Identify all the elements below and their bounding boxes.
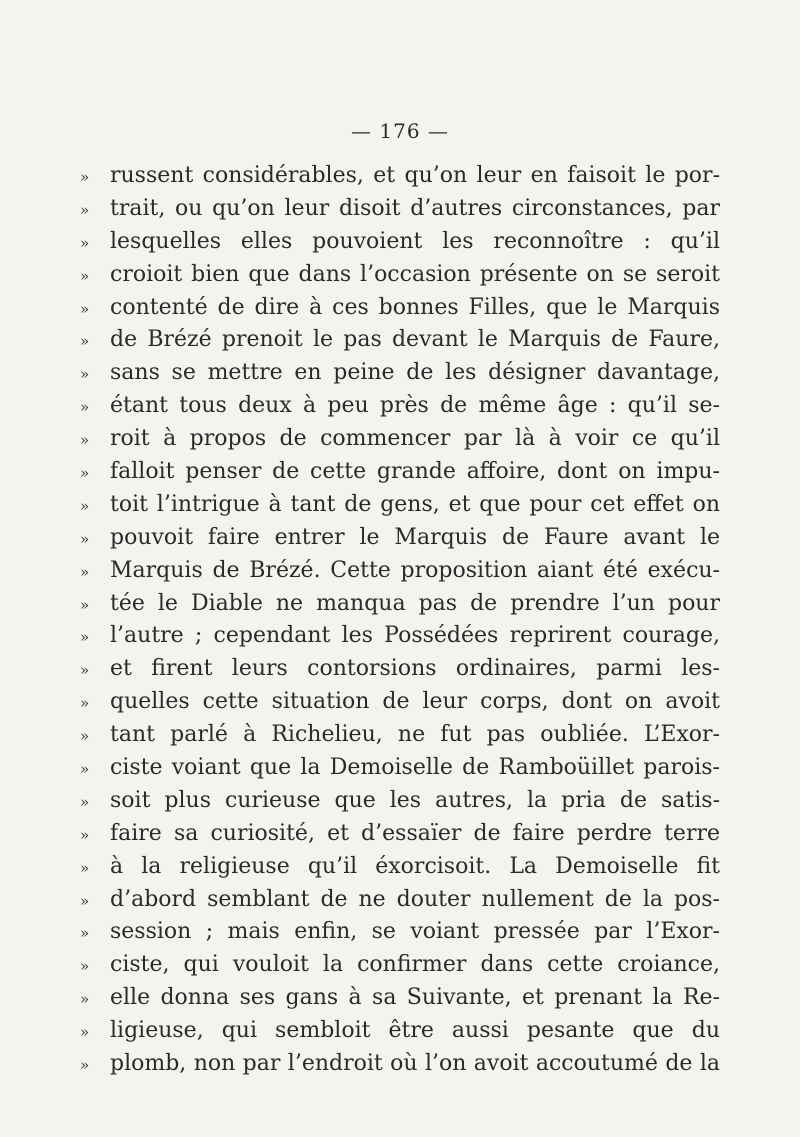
text-line — [80, 489, 720, 522]
text-line — [80, 949, 720, 982]
quotation-marker: » — [80, 661, 90, 680]
text-line — [80, 653, 720, 686]
quotation-marker: » — [80, 891, 90, 910]
text-line — [80, 884, 720, 917]
text-line — [80, 719, 720, 752]
line-text: lesquelles elles pouvoient les reconnoître : qu’il — [110, 228, 720, 254]
line-text: l’autre ; cependant les Possédées reprirent courage, — [110, 623, 720, 649]
quotation-marker: » — [80, 990, 90, 1009]
quotation-marker: » — [80, 924, 90, 943]
text-line — [80, 259, 720, 292]
line-text: sans se mettre en peine de les désigner davantage, — [110, 360, 720, 386]
line-text: de Brézé prenoit le pas devant le Marquis de Faure, — [110, 327, 720, 353]
text-line — [80, 357, 720, 390]
page-number: — 176 — — [351, 119, 449, 143]
text-line — [80, 456, 720, 489]
quotation-marker: » — [80, 200, 90, 219]
line-text: contenté de dire à ces bonnes Filles, que le Marquis — [110, 294, 720, 320]
line-text: toit l’intrigue à tant de gens, et que pour cet effet on — [110, 491, 720, 517]
line-text: croioit bien que dans l’occasion présente on se seroit — [110, 261, 720, 287]
quotation-marker: » — [80, 1023, 90, 1042]
line-text: et firent leurs contorsions ordinaires, parmi les- — [110, 656, 720, 682]
line-text: tant parlé à Richelieu, ne fut pas oubliée. L’Exor- — [110, 722, 720, 748]
line-text: pouvoit faire entrer le Marquis de Faure avant le — [110, 524, 720, 550]
line-text: session ; mais enfin, se voiant pressée par l’Exor- — [110, 919, 720, 945]
quotation-marker: » — [80, 1056, 90, 1075]
line-text: ligieuse, qui sembloit être aussi pesante que du — [110, 1018, 720, 1044]
quotation-marker: » — [80, 858, 90, 877]
text-line — [80, 1048, 720, 1081]
text-line — [80, 588, 720, 621]
quotation-marker: » — [80, 365, 90, 384]
text-line — [80, 324, 720, 357]
quotation-marker: » — [80, 727, 90, 746]
text-line — [80, 423, 720, 456]
line-text: tée le Diable ne manqua pas de prendre l’un pour — [110, 590, 720, 616]
line-text: plomb, non par l’endroit où l’on avoit accoutumé de la — [110, 1051, 720, 1077]
quotation-marker: » — [80, 299, 90, 318]
quotation-marker: » — [80, 792, 90, 811]
quotation-marker: » — [80, 825, 90, 844]
quotation-marker: » — [80, 464, 90, 483]
line-text: roit à propos de commencer par là à voir ce qu’il — [110, 426, 720, 452]
text-line — [80, 160, 720, 193]
text-line — [80, 555, 720, 588]
quotation-marker: » — [80, 957, 90, 976]
quotation-marker: » — [80, 595, 90, 614]
text-line — [80, 193, 720, 226]
text-line — [80, 1015, 720, 1048]
text-line — [80, 785, 720, 818]
text-line — [80, 522, 720, 555]
line-text: faire sa curiosité, et d’essaïer de faire perdre terre — [110, 820, 720, 846]
line-text: falloit penser de cette grande affoire, dont on impu- — [110, 459, 720, 485]
text-line — [80, 292, 720, 325]
quotation-marker: » — [80, 628, 90, 647]
quotation-marker: » — [80, 694, 90, 713]
quotation-marker: » — [80, 496, 90, 515]
quotation-marker: » — [80, 529, 90, 548]
text-line — [80, 226, 720, 259]
line-text: Marquis de Brézé. Cette proposition aiant été exécu- — [110, 557, 720, 583]
text-line — [80, 916, 720, 949]
line-text: soit plus curieuse que les autres, la pria de satis- — [110, 787, 720, 813]
line-text: quelles cette situation de leur corps, dont on avoit — [110, 689, 720, 715]
line-text: trait, ou qu’on leur disoit d’autres circonstances, par — [110, 195, 720, 221]
quotation-marker: » — [80, 431, 90, 450]
quotation-marker: » — [80, 562, 90, 581]
line-text: étant tous deux à peu près de même âge : qu’il se- — [110, 393, 720, 419]
quotation-marker: » — [80, 332, 90, 351]
text-line — [80, 851, 720, 884]
quotation-marker: » — [80, 398, 90, 417]
text-line — [80, 818, 720, 851]
line-text: d’abord semblant de ne douter nullement de la pos- — [110, 886, 720, 912]
text-line — [80, 686, 720, 719]
text-line — [80, 390, 720, 423]
quotation-marker: » — [80, 233, 90, 252]
line-text: ciste voiant que la Demoiselle de Ramboüillet parois- — [110, 755, 720, 781]
line-text: elle donna ses gans à sa Suivante, et prenant la Re- — [110, 985, 720, 1011]
quotation-marker: » — [80, 168, 90, 186]
line-text: russent considérables, et qu’on leur en faisoit le por- — [110, 163, 720, 188]
line-text: ciste, qui vouloit la confirmer dans cette croiance, — [110, 952, 720, 978]
quotation-marker: » — [80, 266, 90, 285]
text-line — [80, 982, 720, 1015]
line-text: à la religieuse qu’il éxorcisoit. La Demoiselle fit — [110, 853, 720, 879]
text-line — [80, 620, 720, 653]
body-text — [80, 160, 720, 1081]
quotation-marker: » — [80, 760, 90, 779]
text-line — [80, 752, 720, 785]
